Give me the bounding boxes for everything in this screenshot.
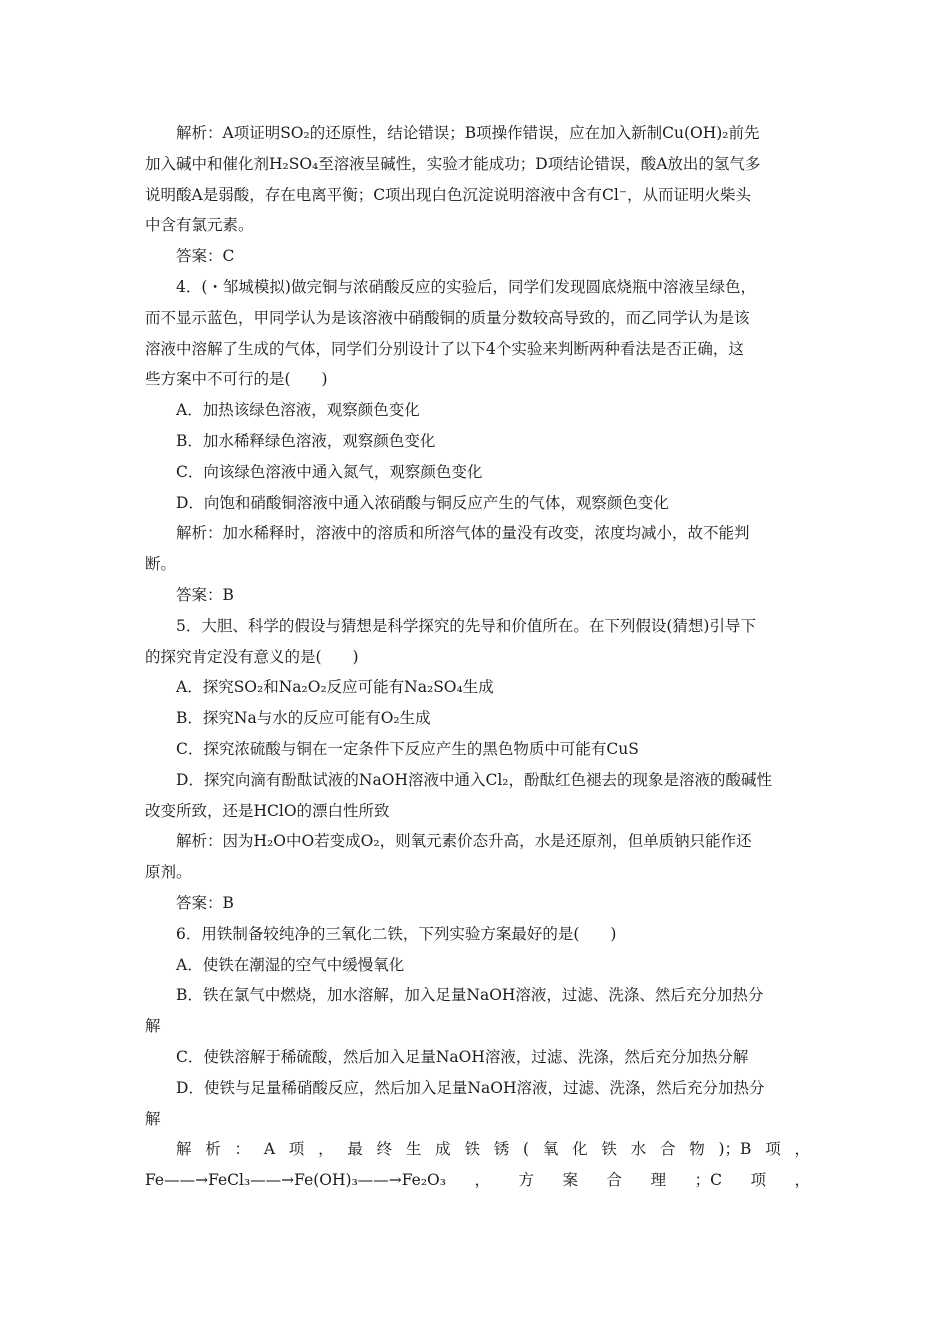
reaction-chain-line: Fe——→FeCl₃——→Fe(OH)₃——→Fe₂O₃，方案合理；C项， [145, 1171, 810, 1190]
text-line: 解析：A项证明SO₂的还原性，结论错误；B项操作错误，应在加入新制Cu(OH)₂前先 [176, 124, 760, 142]
answer-line: 答案：B [176, 893, 234, 912]
question-5-stem: 5．大胆、科学的假设与猜想是科学探究的先导和价值所在。在下列假设(猜想)引导下 [176, 616, 756, 635]
option-a: A．探究SO₂和Na₂O₂反应可能有Na₂SO₄生成 [176, 678, 494, 697]
text-line: 说明酸A是弱酸，存在电离平衡；C项出现白色沉淀说明溶液中含有Cl⁻，从而证明火柴头 [145, 185, 752, 204]
text-line: 原剂。 [145, 863, 192, 882]
answer-line: 答案：C [176, 247, 235, 266]
option-c: C．使铁溶解于稀硫酸，然后加入足量NaOH溶液，过滤、洗涤，然后充分加热分解 [176, 1047, 749, 1066]
text-line: 中含有氯元素。 [145, 216, 254, 235]
analysis-line: 解析：加水稀释时，溶液中的溶质和所溶气体的量没有改变，浓度均减小，故不能判 [176, 524, 750, 543]
option-c: C．向该绿色溶液中通入氮气，观察颜色变化 [176, 462, 483, 481]
option-d: D．探究向滴有酚酞试液的NaOH溶液中通入Cl₂，酚酞红色褪去的现象是溶液的酸碱性 [176, 770, 772, 789]
document-body [145, 118, 810, 1196]
text-line: 溶液中溶解了生成的气体，同学们分别设计了以下4个实验来判断两种看法是否正确，这 [145, 339, 744, 358]
text-line: 些方案中不可行的是( ) [145, 370, 328, 389]
option-b: B．加水稀释绿色溶液，观察颜色变化 [176, 431, 436, 450]
question-4-stem: 4．(・邹城模拟)做完铜与浓硝酸反应的实验后，同学们发现圆底烧瓶中溶液呈绿色， [176, 277, 756, 296]
text-line: 解 [145, 1109, 161, 1128]
option-a: A．加热该绿色溶液，观察颜色变化 [176, 401, 420, 420]
answer-line: 答案：B [176, 585, 234, 604]
text-line: 而不显示蓝色，甲同学认为是该溶液中硝酸铜的质量分数较高导致的，而乙同学认为是该 [145, 308, 750, 327]
text-line: 断。 [145, 555, 177, 574]
analysis-line: 解析：因为H₂O中O若变成O₂，则氧元素价态升高，水是还原剂，但单质钠只能作还 [176, 832, 752, 851]
text-line: 改变所致，还是HClO的漂白性所致 [145, 801, 390, 820]
question-6-stem: 6．用铁制备较纯净的三氧化二铁，下列实验方案最好的是( ) [176, 924, 617, 943]
option-b: B．铁在氯气中燃烧，加水溶解，加入足量NaOH溶液，过滤、洗涤、然后充分加热分 [176, 986, 764, 1005]
text-line: 的探究肯定没有意义的是( ) [145, 647, 359, 666]
analysis-line: 解析：A项，最终生成铁锈(氧化铁水合物)；B项， [176, 1140, 810, 1159]
option-a: A．使铁在潮湿的空气中缓慢氧化 [176, 955, 405, 974]
text-line: 解 [145, 1017, 161, 1036]
option-d: D．向饱和硝酸铜溶液中通入浓硝酸与铜反应产生的气体，观察颜色变化 [176, 493, 669, 512]
option-b: B．探究Na与水的反应可能有O₂生成 [176, 709, 431, 728]
option-c: C．探究浓硫酸与铜在一定条件下反应产生的黑色物质中可能有CuS [176, 739, 639, 758]
option-d: D．使铁与足量稀硝酸反应，然后加入足量NaOH溶液，过滤、洗涤，然后充分加热分 [176, 1078, 765, 1097]
text-line: 加入碱中和催化剂H₂SO₄至溶液呈碱性，实验才能成功；D项结论错误，酸A放出的氢气多 [145, 154, 761, 173]
